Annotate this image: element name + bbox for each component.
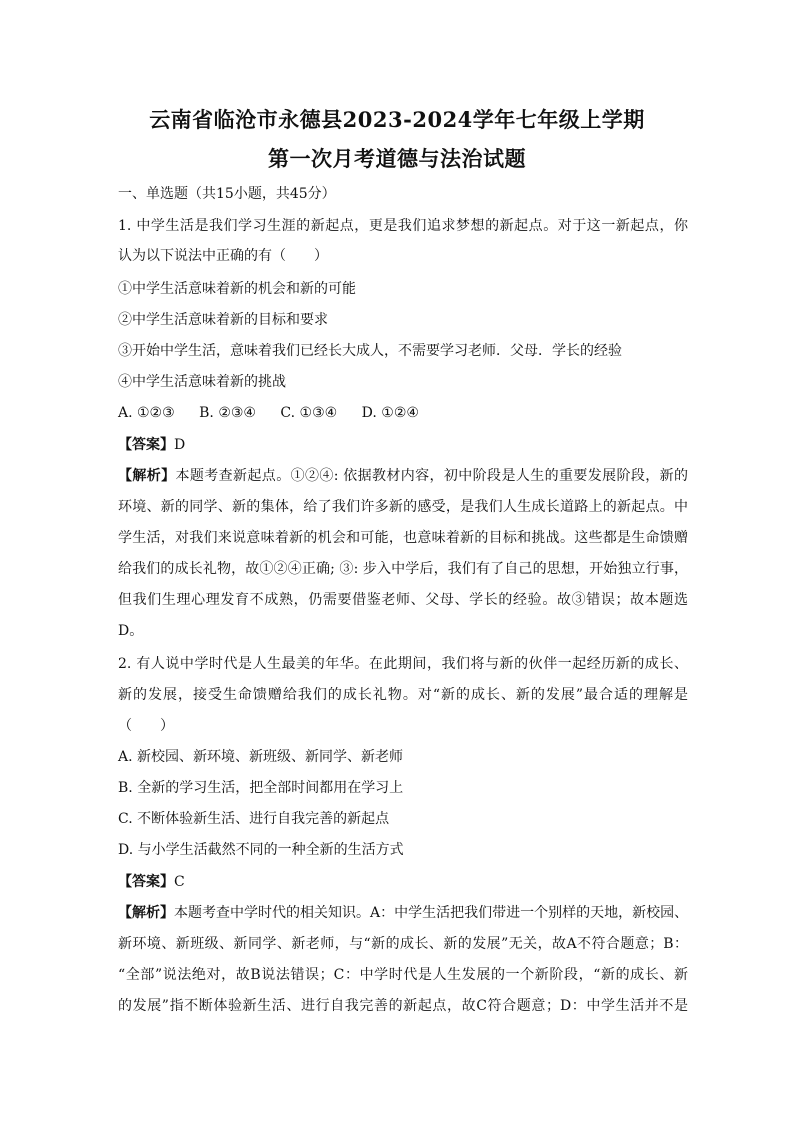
q2-stem-line1: 2. 有人说中学时代是人生最美的年华。在此期间，我们将与新的伙伴一起经历新的成长、 xyxy=(118,656,688,672)
q1-option-a: A. ①②③ xyxy=(118,405,175,421)
q1-answer-label: 【答案】 xyxy=(118,437,174,453)
q2-analysis-text: 本题考查中学时代的相关知识。A：中学生活把我们带进一个别样的天地，新校园、 xyxy=(174,905,689,921)
q1-analysis-text: 本题考查新起点。①②④: 依据教材内容，初中阶段是人生的重要发展阶段，新的 xyxy=(175,468,689,484)
q1-analysis-line: 学生活，对我们来说意味着新的机会和可能，也意味着新的目标和挑战。这些都是生命馈赠 xyxy=(118,530,688,546)
q2-analysis-line1 xyxy=(118,903,688,923)
q1-analysis-line1 xyxy=(118,466,688,486)
q2-option-b: B. 全新的学习生活，把全部时间都用在学习上 xyxy=(118,780,404,796)
q1-options xyxy=(118,403,688,423)
q1-statement: ②中学生活意味着新的目标和要求 xyxy=(118,312,328,328)
q1-analysis-line: 给我们的成长礼物，故①②④正确; ③: 步入中学后，我们有了自己的思想，开始独立行事， xyxy=(118,561,688,577)
q1-stem-line2: 认为以下说法中正确的有（ ） xyxy=(118,248,328,264)
section-heading: 一、单选题（共15小题，共45分） xyxy=(118,186,336,202)
q2-stem-line3: （ ） xyxy=(118,718,174,734)
q1-option-d: D. ①②④ xyxy=(361,405,419,421)
q2-analysis-label: 【解析】 xyxy=(118,905,174,921)
q2-option-d: D. 与小学生活截然不同的一种全新的生活方式 xyxy=(118,842,404,858)
document-title-line1: 云南省临沧市永德县2023-2024学年七年级上学期 xyxy=(149,107,645,132)
q2-answer-value: C xyxy=(174,874,185,890)
q2-analysis-line: “全部”说法绝对，故B说法错误；C：中学时代是人生发展的一个新阶段，“新的成长、新 xyxy=(118,967,688,983)
q1-statement: ④中学生活意味着新的挑战 xyxy=(118,374,286,390)
q1-statement: ①中学生活意味着新的机会和新的可能 xyxy=(118,281,356,297)
q1-answer-value: D xyxy=(174,437,186,453)
q1-option-c: C. ①③④ xyxy=(280,405,338,421)
q1-analysis-line: 但我们生理心理发育不成熟，仍需要借鉴老师、父母、学长的经验。故③错误；故本题选 xyxy=(118,592,688,608)
q2-analysis-line: 新环境、新班级、新同学、新老师，与“新的成长、新的发展”无关，故A不符合题意；B： xyxy=(118,936,688,952)
q1-statement: ③开始中学生活，意味着我们已经长大成人，不需要学习老师．父母．学长的经验 xyxy=(118,343,622,359)
q1-stem-line1: 1. 中学生活是我们学习生涯的新起点，更是我们追求梦想的新起点。对于这一新起点，你 xyxy=(118,218,688,234)
q1-analysis-line: 环境、新的同学、新的集体，给了我们许多新的感受，是我们人生成长道路上的新起点。中 xyxy=(118,499,688,515)
q2-answer-label: 【答案】 xyxy=(118,874,174,890)
q1-analysis-label: 【解析】 xyxy=(118,468,176,484)
q2-stem-line2: 新的发展，接受生命馈赠给我们的成长礼物。对“新的成长、新的发展”最合适的理解是 xyxy=(118,687,688,703)
q2-option-a: A. 新校园、新环境、新班级、新同学、新老师 xyxy=(118,749,404,765)
q1-analysis-line: D。 xyxy=(118,623,144,639)
q2-analysis-line: 的发展”指不断体验新生活、进行自我完善的新起点，故C符合题意；D：中学生活并不是 xyxy=(118,998,688,1014)
q2-answer xyxy=(118,872,688,892)
q1-answer xyxy=(118,435,688,455)
document-title-line2: 第一次月考道德与法治试题 xyxy=(268,146,526,171)
q2-option-c: C. 不断体验新生活、进行自我完善的新起点 xyxy=(118,811,390,827)
q1-option-b: B. ②③④ xyxy=(199,405,256,421)
